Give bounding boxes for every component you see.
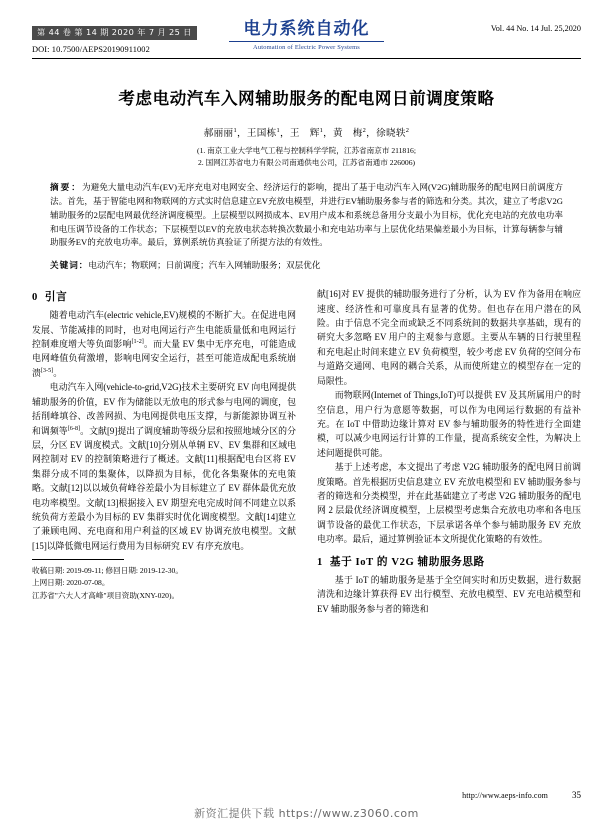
author-list: 郝丽丽$^1$，王国栋$^1$，王 辉$^1$，黄 梅$^2$，徐晓轶$^2$ — [203, 126, 410, 139]
page-footer — [32, 790, 581, 800]
affiliation-2: 2. 国网江苏省电力有限公司南通供电公司，江苏省南通市 226006) — [197, 158, 416, 168]
paragraph: 随着电动汽车(electric vehicle,EV)规模的不断扩大。在促进电网发展、节能减排的同时，也对电网运行产生电能质量低和电网运行控制难度增大等负面影响[1-2]。而大量 EV 集中无序充电，可能造成电网峰值负荷激增，影响电网安全运行，甚至可能造成配电系统崩溃[3-5]。 — [32, 310, 296, 378]
page-header — [32, 19, 581, 56]
footnote-divider — [32, 559, 124, 560]
abstract-block — [50, 181, 563, 251]
section-title-iot: 基于 IoT 的 V2G 辅助服务思路 — [329, 556, 485, 568]
section-heading-intro — [32, 289, 296, 304]
section-number-intro: 0 — [32, 292, 38, 304]
section-title-intro: 引言 — [44, 292, 68, 304]
section-number-iot: 1 — [317, 556, 323, 568]
keywords-label: 关键词： — [50, 260, 89, 271]
watermark-text: 新资汇提供下载 https://www.z3060.com — [194, 807, 419, 820]
paragraph: 献[16]对 EV 提供的辅助服务进行了分析，认为 EV 作为备用在响应速度、经济性和可靠度具有显著的优势。但也存在用户潜在的风险。由于信息不完全而或缺乏不同系统间的数据共享基础，现有的研究大多忽略 EV 用户的主观参与意愿。主要从车辆的日行驶里程和充电起止时间来建立 EV 负荷模型，较少考虑 EV 负荷的空间分布与道路交通网、电网的耦合关系，从而使所建立的模型存在一定的局限性。 — [317, 289, 581, 386]
page-number: 35 — [572, 790, 581, 800]
masthead-divider — [229, 41, 384, 42]
affiliation-1: (1. 南京工业大学电气工程与控制科学学院，江苏省南京市 211816; — [197, 146, 416, 155]
paragraph: 而物联网(Internet of Things,IoT)可以提供 EV 及其所属用户的时空信息，用户行为意愿等数据，可以作为电网运行数据的有益补充。在 IoT 中借助边缘计算对 EV 参与辅助服务的特性进行全面建模，可以减少电网运行计算的工作量，提高系统安全性，为解决上述问题提供可能。 — [317, 390, 581, 458]
paragraph: 电动汽车入网(vehicle-to-grid,V2G)技术主要研究 EV 向电网提供辅助服务的价值，EV 作为储能以无放电的形式参与电网的调度，包括削峰填谷、改善网损、为电网提供电压支撑，与新能源协调互补和调频等[6-8]。文献[9]提出了调度辅助等级分层和按照地域分区的分层，分区 EV 调度模式。文献[10]分别从单辆 EV、EV 集群和区域电网控制对 EV 的控制策略进行了概述。文献[11]根据配电台区将 EV 集群分成不同的集聚体，以降损为目标，优化各集聚体的充电策略。文献[12]以以域负荷峰谷差最小为目标建立了 EV 群体最优充放电功率模型。文献[13]根据接入 EV 期望充电完成时间不同建立以系统负荷方差最小为目标的 EV 集群实时优化调度模型。文献[14]建立了兼顾电网、充电商和用户利益的区域 EV 协调充放电模型。文献[15]以降低微电网运行费用为目标研究 EV 有序充放电。 — [32, 382, 296, 551]
keywords-text: 电动汽车；物联网；日前调度；汽车入网辅助服务；双层优化 — [88, 260, 321, 271]
journal-url: http://www.aeps-info.com — [462, 791, 548, 800]
paper-sheet — [32, 19, 581, 782]
header-rule — [32, 58, 581, 59]
journal-title-en: Automation of Electric Power Systems — [253, 43, 360, 51]
abstract-label: 摘要： — [50, 181, 82, 192]
footnote-online: 上网日期: 2020-07-08。 — [32, 578, 110, 588]
column-right — [317, 287, 581, 616]
page-title: 考虑电动汽车入网辅助服务的配电网日前调度策略 — [118, 89, 495, 108]
keywords-block — [50, 259, 563, 273]
footnote-received: 收稿日期: 2019-09-11; 修回日期: 2019-12-30。 — [32, 566, 183, 576]
abstract-text: 为避免大量电动汽车(EV)无序充电对电网安全、经济运行的影响，提出了基于电动汽车入网(V2G)辅助服务的配电网日前调度方法。首先，基于智能电网和物联网的方式实时信息建立EV充放电模型，并进行EV辅助服务参与者的筛选和分类。其次，建立了考虑V2G辅助服务的2层配电网最优经济调度模型。上层模型以网损成本、EV用户成本和系统总备用分支最小为目标，优化充电站的充放电功率和电压调节设备的工作状态；下层模型以EV的充放电状态转换次数最小和充电站功率与上层优化结果偏差最小为目标，计算每辆参与辅助服务EV的充放电功率。最后，算例系统仿真验证了所提方法的有效性。 — [50, 181, 563, 248]
volume-issue-badge: 第 44 卷 第 14 期 2020 年 7 月 25 日 — [32, 26, 197, 41]
journal-title-cn: 电力系统自动化 — [243, 19, 370, 39]
paragraph: 基于 IoT 的辅助服务是基于全空间实时和历史数据，进行数据清洗和边缘计算获得 EV 出行模型、充放电模型、EV 充电站模型和 EV 辅助服务参与者的筛选和 — [317, 574, 581, 614]
section-heading-iot — [317, 554, 581, 569]
body-columns — [32, 287, 581, 616]
footnote-funding: 江苏省"六大人才高峰"项目资助(XNY-020)。 — [32, 590, 180, 600]
paragraph: 基于上述考虑，本文提出了考虑 V2G 辅助服务的配电网日前调度策略。首先根据历史信息建立 EV 充放电模型和 EV 辅助服务参与者的筛选和分类模型，并在此基础建立了考虑 V2G 辅助服务的配电网 2 层最优经济调度模型，上层模型考虑集合充放电功率和各电压调节设备的最优工作状态，下层承诺各单个参与辅助服务 EV 充放电功率。最后，通过算例验证本文所提优化策略的有效性。 — [317, 462, 581, 545]
doi-text: DOI: 10.7500/AEPS20190911002 — [32, 45, 150, 55]
journal-masthead — [197, 20, 417, 51]
volume-issue-en: Vol. 44 No. 14 Jul. 25,2020 — [490, 24, 581, 33]
column-left — [32, 287, 296, 616]
